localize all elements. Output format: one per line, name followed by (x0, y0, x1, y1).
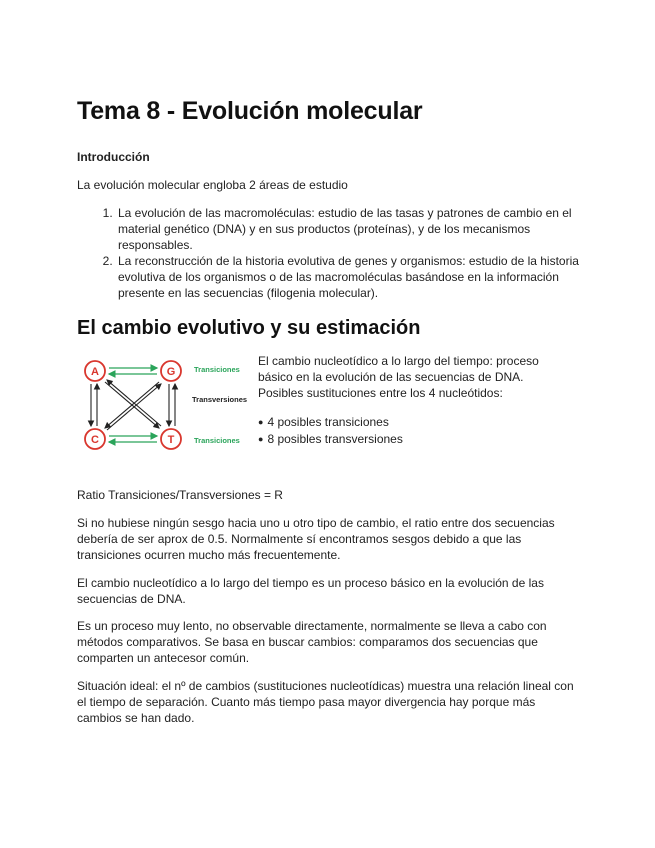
svg-text:G: G (166, 366, 176, 378)
page-title: Tema 8 - Evolución molecular (77, 97, 423, 125)
substitution-diagram (77, 350, 252, 460)
substitution-description: El cambio nucleotídico a lo largo del tiempo: proceso básico en la evolución de las secuencias de DNA. Posibles sustituciones entre los 4 nucleótidos: (258, 354, 539, 400)
list-item: ● 4 posibles transiciones (258, 414, 403, 431)
paragraph: Situación ideal: el nº de cambios (sustituciones nucleotídicas) muestra una relación lineal con el tiempo de separación. Cuanto más tiempo pasa mayor divergencia hay porque más cambios se han dado. (77, 679, 574, 725)
list-item: ● 8 posibles transversiones (258, 431, 403, 448)
study-areas-list (77, 205, 586, 301)
substitution-bullets (258, 414, 403, 448)
label-transitions-bottom: Transiciones (194, 436, 240, 445)
node-c (85, 429, 105, 449)
list-item: 1. La evolución de las macromoléculas: estudio de las tasas y patrones de cambio en el material genético (DNA) y en sus productos (proteínas), y de los mecanismos responsables. (116, 205, 586, 253)
node-g (161, 361, 181, 381)
ratio-line: Ratio Transiciones/Transversiones = R (77, 488, 283, 502)
section-heading: El cambio evolutivo y su estimación (77, 317, 421, 339)
intro-text: La evolución molecular engloba 2 áreas de estudio (77, 178, 348, 192)
node-a (85, 361, 105, 381)
intro-heading: Introducción (77, 150, 150, 164)
node-t (161, 429, 181, 449)
label-transitions-top: Transiciones (194, 365, 240, 374)
list-item: 2. La reconstrucción de la historia evolutiva de genes y organismos: estudio de la historia evolutiva de los organismos o de las macromoléculas basándose en la información presente en las secuencias (filogenia molecular). (116, 253, 586, 301)
paragraph: Si no hubiese ningún sesgo hacia uno u otro tipo de cambio, el ratio entre dos secuencias debería de ser aprox de 0.5. Normalmente sí encontramos sesgos debido a que las transiciones ocurren mucho más frecuentemente. (77, 516, 555, 562)
svg-text:C: C (91, 434, 99, 446)
svg-text:T: T (167, 434, 175, 446)
svg-text:A: A (91, 366, 99, 378)
paragraph: El cambio nucleotídico a lo largo del tiempo es un proceso básico en la evolución de las secuencias de DNA. (77, 576, 544, 606)
label-transversions: Transversiones (192, 395, 248, 404)
paragraph: Es un proceso muy lento, no observable directamente, normalmente se lleva a cabo con métodos comparativos. Se basa en buscar cambios: comparamos dos secuencias que comparten un antecesor común. (77, 619, 547, 665)
